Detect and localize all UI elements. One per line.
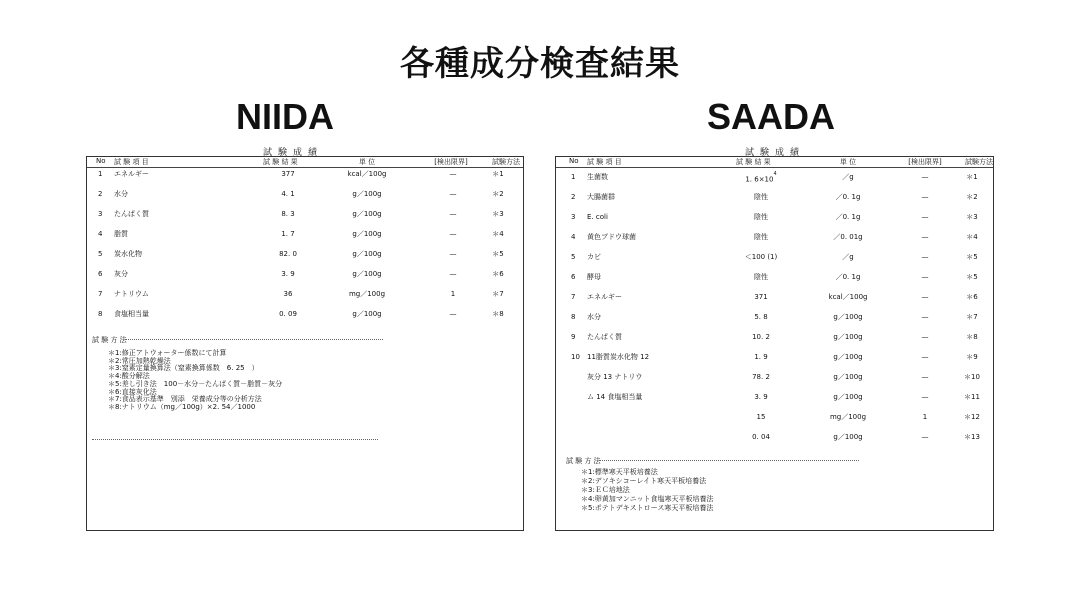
cell-unit: ／0. 01g <box>833 233 863 241</box>
table-row <box>556 332 993 348</box>
table-row <box>556 212 993 228</box>
main-title: 各種成分検査結果 <box>400 44 680 84</box>
result-value: 377 <box>281 170 295 178</box>
table-row <box>556 232 993 248</box>
cell-limit: — <box>449 230 457 238</box>
dotted-rule <box>599 460 859 461</box>
table-row <box>87 189 523 205</box>
cell-method: ＊2 <box>966 193 978 201</box>
cell-method: ＊1 <box>966 173 978 181</box>
result-value: 0. 09 <box>279 310 297 318</box>
cell-result <box>754 352 767 362</box>
table-row <box>556 432 993 448</box>
cell-no: 4 <box>571 233 576 241</box>
cell-item: 灰分 <box>114 270 128 278</box>
cell-method: ＊8 <box>492 310 504 318</box>
result-value: 5. 8 <box>754 313 768 321</box>
method-note: ＊1:標準寒天平板培養法 <box>581 468 658 476</box>
header-item: 試 験 項 目 <box>114 158 149 166</box>
header-limit: [検出限界] <box>908 158 942 166</box>
table-row <box>556 192 993 208</box>
table-row <box>87 289 523 305</box>
cell-item: 生菌数 <box>587 173 608 181</box>
cell-no: 8 <box>571 313 576 321</box>
header-item: 試 験 項 目 <box>587 158 622 166</box>
result-value: 陰性 <box>754 233 768 241</box>
header-unit: 単 位 <box>358 158 376 166</box>
cell-method: ＊5 <box>492 250 504 258</box>
cell-unit: ／g <box>842 173 854 181</box>
cell-no: 7 <box>571 293 576 301</box>
cell-limit: — <box>921 273 929 281</box>
cell-item: 酵母 <box>587 273 601 281</box>
cell-limit: 1 <box>922 413 928 421</box>
cell-result <box>754 392 767 402</box>
cell-limit: — <box>921 233 929 241</box>
cell-no: 8 <box>98 310 103 318</box>
table-row <box>87 209 523 225</box>
cell-limit: 1 <box>450 290 456 298</box>
header-result: 試 験 結 果 <box>736 158 771 166</box>
cell-limit: — <box>921 193 929 201</box>
dotted-rule <box>92 439 378 440</box>
cell-limit: — <box>921 373 929 381</box>
cell-unit: mg／100g <box>348 290 386 298</box>
cell-item: 脂質 <box>114 230 128 238</box>
table-row <box>556 272 993 288</box>
method-note: ＊2:デソキシコーレイト寒天平板培養法 <box>581 477 707 485</box>
cell-unit: g／100g <box>352 310 382 318</box>
report-caption: 試験成績 <box>745 148 806 158</box>
table-row <box>556 412 993 428</box>
cell-unit: ／0. 1g <box>835 193 861 201</box>
cell-no: 7 <box>98 290 103 298</box>
cell-limit: — <box>921 313 929 321</box>
header-limit: [検出限界] <box>434 158 468 166</box>
cell-method: ＊2 <box>492 190 504 198</box>
cell-no: 3 <box>98 210 103 218</box>
cell-unit: ／0. 1g <box>835 273 861 281</box>
cell-item: 灰分 13 ナトリウ <box>587 373 643 381</box>
cell-result <box>754 272 768 282</box>
result-value: 陰性 <box>754 213 768 221</box>
result-value: 8. 3 <box>281 210 295 218</box>
cell-no: 1 <box>571 173 576 181</box>
result-value: 3. 9 <box>754 393 768 401</box>
cell-no: 2 <box>571 193 576 201</box>
cell-method: ＊4 <box>492 230 504 238</box>
cell-result <box>754 212 768 222</box>
cell-method: ＊6 <box>966 293 978 301</box>
table-row <box>556 172 993 188</box>
cell-unit: g／100g <box>833 353 863 361</box>
cell-unit: g／100g <box>833 373 863 381</box>
cell-no: 9 <box>571 333 576 341</box>
cell-result <box>281 269 294 279</box>
cell-method: ＊9 <box>966 353 978 361</box>
cell-result <box>754 312 767 322</box>
cell-item: 水分 <box>114 190 128 198</box>
cell-item: 炭水化物 <box>114 250 142 258</box>
cell-method: ＊12 <box>964 413 980 421</box>
method-note: ＊1:修正アトウォーター係数にて計算 <box>108 349 227 357</box>
cell-no: 5 <box>98 250 103 258</box>
table-row <box>87 309 523 325</box>
method-note: ＊7:食品表示基準 別添 栄養成分等の分析方法 <box>108 395 262 404</box>
cell-method: ＊7 <box>966 313 978 321</box>
cell-unit: g／100g <box>352 270 382 278</box>
result-exponent: 4 <box>773 171 777 177</box>
saada-report-panel <box>555 148 994 531</box>
result-value: 陰性 <box>754 273 768 281</box>
cell-no: 10 <box>571 353 580 361</box>
method-note: ＊6:直接灰化法 <box>108 387 157 396</box>
cell-result <box>752 432 770 442</box>
methods-heading: 試 験 方 法 <box>92 336 127 344</box>
cell-no: 5 <box>571 253 576 261</box>
cell-no: 3 <box>571 213 576 221</box>
header-method: 試験方法 <box>492 158 520 166</box>
cell-limit: — <box>921 253 929 261</box>
cell-item: 水分 <box>587 313 601 321</box>
cell-method: ＊3 <box>966 213 978 221</box>
cell-unit: g／100g <box>833 313 863 321</box>
result-value: 1. 9 <box>754 353 768 361</box>
cell-result <box>281 169 294 179</box>
table-row <box>556 352 993 368</box>
cell-method: ＊4 <box>966 233 978 241</box>
cell-result <box>281 189 294 199</box>
saada-title: SAADA <box>707 96 836 137</box>
header-method: 試験方法 <box>965 158 993 166</box>
cell-unit: kcal／100g <box>347 170 387 178</box>
cell-result <box>279 249 297 259</box>
result-value: 1. 6×10 <box>745 175 774 184</box>
cell-method: ＊3 <box>492 210 504 218</box>
table-header <box>87 157 523 168</box>
cell-item: ム 14 食塩相当量 <box>587 393 643 401</box>
method-note: ＊8:ナトリウム（mg／100g）×2. 54／1000 <box>108 402 256 411</box>
cell-result <box>754 192 768 202</box>
cell-unit: mg／100g <box>829 413 867 421</box>
table-row <box>87 269 523 285</box>
result-value: 1. 7 <box>281 230 295 238</box>
cell-item: エネルギー <box>114 170 149 178</box>
method-note: ＊3:ＥＣ培地法 <box>581 486 630 494</box>
result-value: 36 <box>283 290 293 298</box>
result-value: 78. 2 <box>752 373 770 381</box>
cell-no: 1 <box>98 170 103 178</box>
table-row <box>556 252 993 268</box>
cell-item: 11脂質炭水化物 12 <box>587 353 650 361</box>
result-value: ＜100 (1) <box>744 253 778 261</box>
cell-item: たんぱく質 <box>114 210 149 218</box>
cell-item: E. coli <box>587 213 608 221</box>
table-header <box>556 157 993 168</box>
cell-limit: — <box>921 353 929 361</box>
cell-item: 大腸菌群 <box>587 193 615 201</box>
cell-result <box>757 412 766 422</box>
cell-limit: — <box>449 250 457 258</box>
cell-result <box>281 209 294 219</box>
cell-method: ＊8 <box>966 333 978 341</box>
cell-item: ナトリウム <box>114 290 149 298</box>
niida-title: NIIDA <box>236 96 334 137</box>
cell-unit: g／100g <box>833 333 863 341</box>
dotted-rule <box>125 339 383 340</box>
result-value: 15 <box>756 413 766 421</box>
table-row <box>556 312 993 328</box>
result-value: 0. 04 <box>752 433 770 441</box>
cell-limit: — <box>921 213 929 221</box>
cell-result <box>281 229 294 239</box>
table-row <box>556 392 993 408</box>
header-no: No <box>569 157 579 165</box>
report-caption: 試験成績 <box>263 148 324 158</box>
cell-unit: g／100g <box>352 230 382 238</box>
cell-method: ＊5 <box>966 253 978 261</box>
method-note: ＊2:常圧加熱乾燥法 <box>108 356 171 365</box>
cell-unit: kcal／100g <box>828 293 868 301</box>
cell-limit: — <box>921 293 929 301</box>
cell-item: カビ <box>587 253 601 261</box>
cell-method: ＊6 <box>492 270 504 278</box>
cell-unit: ／0. 1g <box>835 213 861 221</box>
cell-unit: g／100g <box>352 210 382 218</box>
cell-limit: — <box>449 210 457 218</box>
cell-result <box>284 289 293 299</box>
method-note: ＊5:ポテトデキストロース寒天平板培養法 <box>581 504 714 512</box>
result-value: 82. 0 <box>279 250 297 258</box>
method-note: ＊5:差し引き法 100－水分－たんぱく質－脂質－灰分 <box>108 379 283 388</box>
cell-no: 6 <box>98 270 103 278</box>
cell-method: ＊10 <box>964 373 980 381</box>
cell-limit: — <box>921 433 929 441</box>
cell-method: ＊1 <box>492 170 504 178</box>
cell-limit: — <box>449 270 457 278</box>
header-unit: 単 位 <box>839 158 857 166</box>
cell-limit: — <box>449 190 457 198</box>
cell-unit: g／100g <box>352 190 382 198</box>
cell-limit: — <box>449 170 457 178</box>
result-value: 4. 1 <box>281 190 295 198</box>
cell-unit: ／g <box>842 253 854 261</box>
result-value: 371 <box>754 293 768 301</box>
header-result: 試 験 結 果 <box>263 158 298 166</box>
cell-item: 食塩相当量 <box>114 310 149 318</box>
cell-result <box>745 252 778 262</box>
cell-limit: — <box>921 173 929 181</box>
cell-item: エネルギー <box>587 293 622 301</box>
table-row <box>87 229 523 245</box>
cell-result <box>754 232 768 242</box>
cell-result <box>745 172 776 184</box>
table-row <box>556 372 993 388</box>
table-row <box>87 249 523 265</box>
cell-unit: g／100g <box>833 393 863 401</box>
method-note: ＊4:酸分解法 <box>108 372 150 381</box>
methods-heading: 試 験 方 法 <box>566 457 601 465</box>
table-row <box>556 292 993 308</box>
cell-limit: — <box>449 310 457 318</box>
header-no: No <box>96 157 106 165</box>
table-row <box>87 169 523 185</box>
niida-report-panel <box>86 148 524 531</box>
result-value: 3. 9 <box>281 270 295 278</box>
method-note: ＊4:卵黄加マンニット食塩寒天平板培養法 <box>581 495 714 503</box>
result-value: 10. 2 <box>752 333 770 341</box>
cell-method: ＊11 <box>964 393 980 401</box>
cell-unit: g／100g <box>352 250 382 258</box>
cell-limit: — <box>921 393 929 401</box>
cell-method: ＊13 <box>964 433 980 441</box>
cell-item: 黄色ブドウ球菌 <box>587 233 636 241</box>
cell-no: 4 <box>98 230 103 238</box>
cell-result <box>752 372 770 382</box>
cell-item: たんぱく質 <box>587 333 622 341</box>
cell-method: ＊7 <box>492 290 504 298</box>
cell-result <box>752 332 770 342</box>
cell-no: 2 <box>98 190 103 198</box>
cell-no: 6 <box>571 273 576 281</box>
cell-result <box>279 309 297 319</box>
method-note: ＊3:窒素定量換算法（窒素換算係数 6. 25 ） <box>108 364 259 373</box>
cell-unit: g／100g <box>833 433 863 441</box>
cell-method: ＊5 <box>966 273 978 281</box>
result-value: 陰性 <box>754 193 768 201</box>
cell-limit: — <box>921 333 929 341</box>
cell-result <box>754 292 767 302</box>
